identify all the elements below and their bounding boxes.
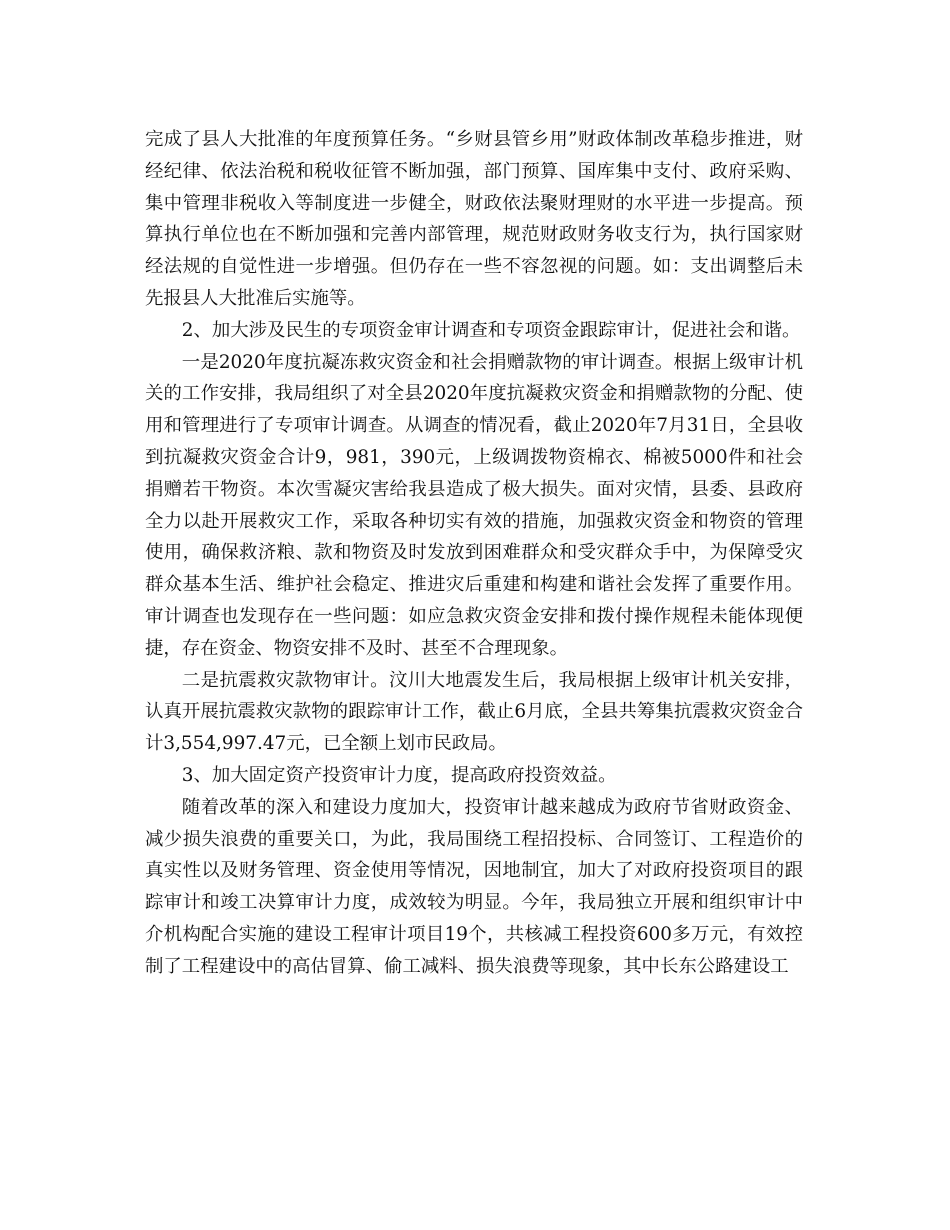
paragraph-heading-livelihood-audit: 2、加大涉及民生的专项资金审计调查和专项资金跟踪审计，促进社会和谐。 [181,319,801,341]
paragraph-snow-disaster-audit: 一是2020年度抗凝冻救灾资金和社会捐赠款物的审计调查。根据上级审计机关的工作安排，我局组织了对全县2020年度抗凝救灾资金和捐赠款物的分配、使用和管理进行了专项审计调查。从调查的情况看，截止2020年7月31日，全县收到抗凝救灾资金合计9，981，390元，上级调拨物资棉衣、棉被5000件和社会捐赠若干物资。本次雪凝灾害给我县造成了极大损失。面对灾情，县委、县政府全力以赴开展救灾工作，采取各种切实有效的措施，加强救灾资金和物资的管理使用，确保救济粮、款和物资及时发放到困难群众和受灾群众手中，为保障受灾群众基本生活、维护社会稳定、推进灾后重建和构建和谐社会发挥了重要作用。审计调查也发现存在一些问题：如应急救灾资金安排和拨付操作规程未能体现便捷，存在资金、物资安排不及时、甚至不合理现象。 [145,351,803,659]
paragraph-budget-summary: 完成了县人大批准的年度预算任务。“乡财县管乡用”财政体制改革稳步推进，财经纪律、依法治税和税收征管不断加强，部门预算、国库集中支付、政府采购、集中管理非税收入等制度进一步健全，财政依法聚财理财的水平进一步提高。预算执行单位也在不断加强和完善内部管理，规范财政财务收支行为，执行国家财经法规的自觉性进一步增强。但仍存在一些不容忽视的问题。如：支出调整后未先报县人大批准后实施等。 [145,129,803,309]
paragraph-heading-investment-audit: 3、加大固定资产投资审计力度，提高政府投资效益。 [181,764,617,786]
paragraph-investment-audit-detail: 随着改革的深入和建设力度加大，投资审计越来越成为政府节省财政资金、减少损失浪费的重要关口，为此，我局围绕工程招投标、合同签订、工程造价的真实性以及财务管理、资金使用等情况，因地制宜，加大了对政府投资项目的跟踪审计和竣工决算审计力度，成效较为明显。今年，我局独立开展和组织审计中介机构配合实施的建设工程审计项目19个，共核减工程投资600多万元，有效控制了工程建设中的高估冒算、偷工减料、损失浪费等现象，其中长东公路建设工 [145,796,803,977]
document-body [145,124,803,983]
paragraph-earthquake-relief-audit: 二是抗震救灾款物审计。汶川大地震发生后，我局根据上级审计机关安排，认真开展抗震救灾款物的跟踪审计工作，截止6月底，全县共筹集抗震救灾资金合计3,554,997.47元，已全额上划市民政局。 [145,669,803,755]
